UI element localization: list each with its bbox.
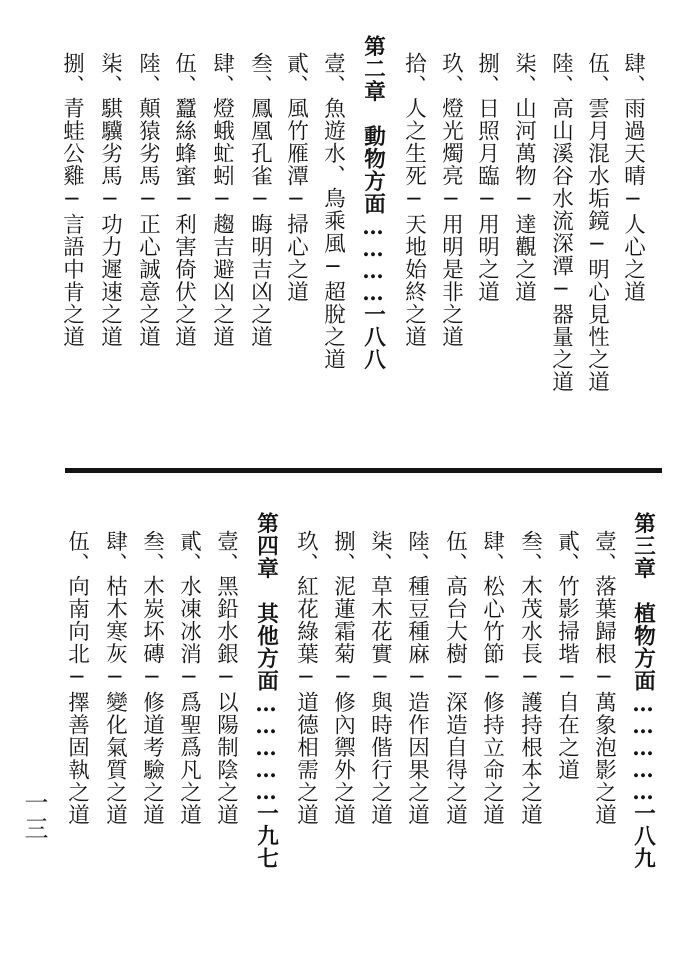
toc-entry: 肆、燈蛾虻蚓─趨吉避凶之道 [209,52,235,348]
toc-entry: 叁、木炭坏磚─修道考驗之道 [139,530,165,826]
toc-entry: 玖、紅花綠葉─道德相需之道 [293,530,319,826]
toc-entry: 壹、黑鉛水銀─以陽制陰之道 [213,530,239,826]
toc-entry: 壹、魚遊水、鳥乘風─超脫之道 [320,52,346,371]
toc-entry: 捌、青蛙公雞─言語中肯之道 [59,52,85,348]
toc-entry: 拾、人之生死─天地始終之道 [401,52,427,348]
toc-entry: 柒、山河萬物─達觀之道 [511,52,537,303]
toc-entry: 伍、高台大樹─深造自得之道 [442,530,468,826]
toc-entry: 玖、燈光燭亮─用明是非之道 [438,52,464,348]
toc-entry: 壹、落葉歸根─萬象泡影之道 [591,530,617,826]
chapter-page-number: 一八八 [360,303,386,371]
toc-entry: 陸、顛猿劣馬─正心誠意之道 [135,52,161,348]
toc-entry: 陸、高山溪谷水流深潭─器量之道 [548,52,574,393]
toc-entry: 柒、草木花實─與時偕行之道 [367,530,393,826]
dot-leader: ………… [360,215,386,303]
toc-entry: 肆、枯木寒灰─變化氣質之道 [102,530,128,826]
toc-entry: 貳、水凍冰消─爲聖爲凡之道 [176,530,202,826]
toc-entry: 捌、日照月臨─用明之道 [474,52,500,303]
toc-entry: 伍、向南向北─擇善固執之道 [64,530,90,826]
toc-entry: 伍、蠶絲蜂蜜─利害倚伏之道 [171,52,197,348]
toc-entry: 伍、雲月混水垢鏡─明心見性之道 [584,52,610,393]
toc-entry: 叁、木茂水長─護持根本之道 [517,530,543,826]
dot-leader: …………… [630,692,656,802]
page-number: 一三 [20,790,48,842]
chapter-page-number: 一八九 [630,802,656,870]
toc-entry: 貳、竹影掃堦─自在之道 [554,530,580,781]
chapter-heading[interactable] [632,512,654,870]
chapter-title: 第四章 其他方面 [253,512,279,692]
toc-entry: 陸、種豆種麻─造作因果之道 [404,530,430,826]
chapter-heading[interactable] [255,512,277,870]
toc-entry: 叁、鳳凰孔雀─晦明吉凶之道 [247,52,273,348]
section-divider [65,468,662,473]
chapter-title: 第三章 植物方面 [630,512,656,692]
toc-entry: 柒、騏驥劣馬─功力遲速之道 [97,52,123,348]
chapter-title: 第二章 動物方面 [360,35,386,215]
toc-entry: 肆、松心竹節─修持立命之道 [479,530,505,826]
chapter-heading[interactable] [362,35,384,371]
toc-entry: 貳、風竹雁潭─掃心之道 [283,52,309,303]
toc-entry: 捌、泥蓮霜菊─修內禦外之道 [330,530,356,826]
chapter-page-number: 一九七 [253,802,279,870]
toc-entry: 肆、雨過天晴─人心之道 [620,52,646,303]
dot-leader: …………… [253,692,279,802]
